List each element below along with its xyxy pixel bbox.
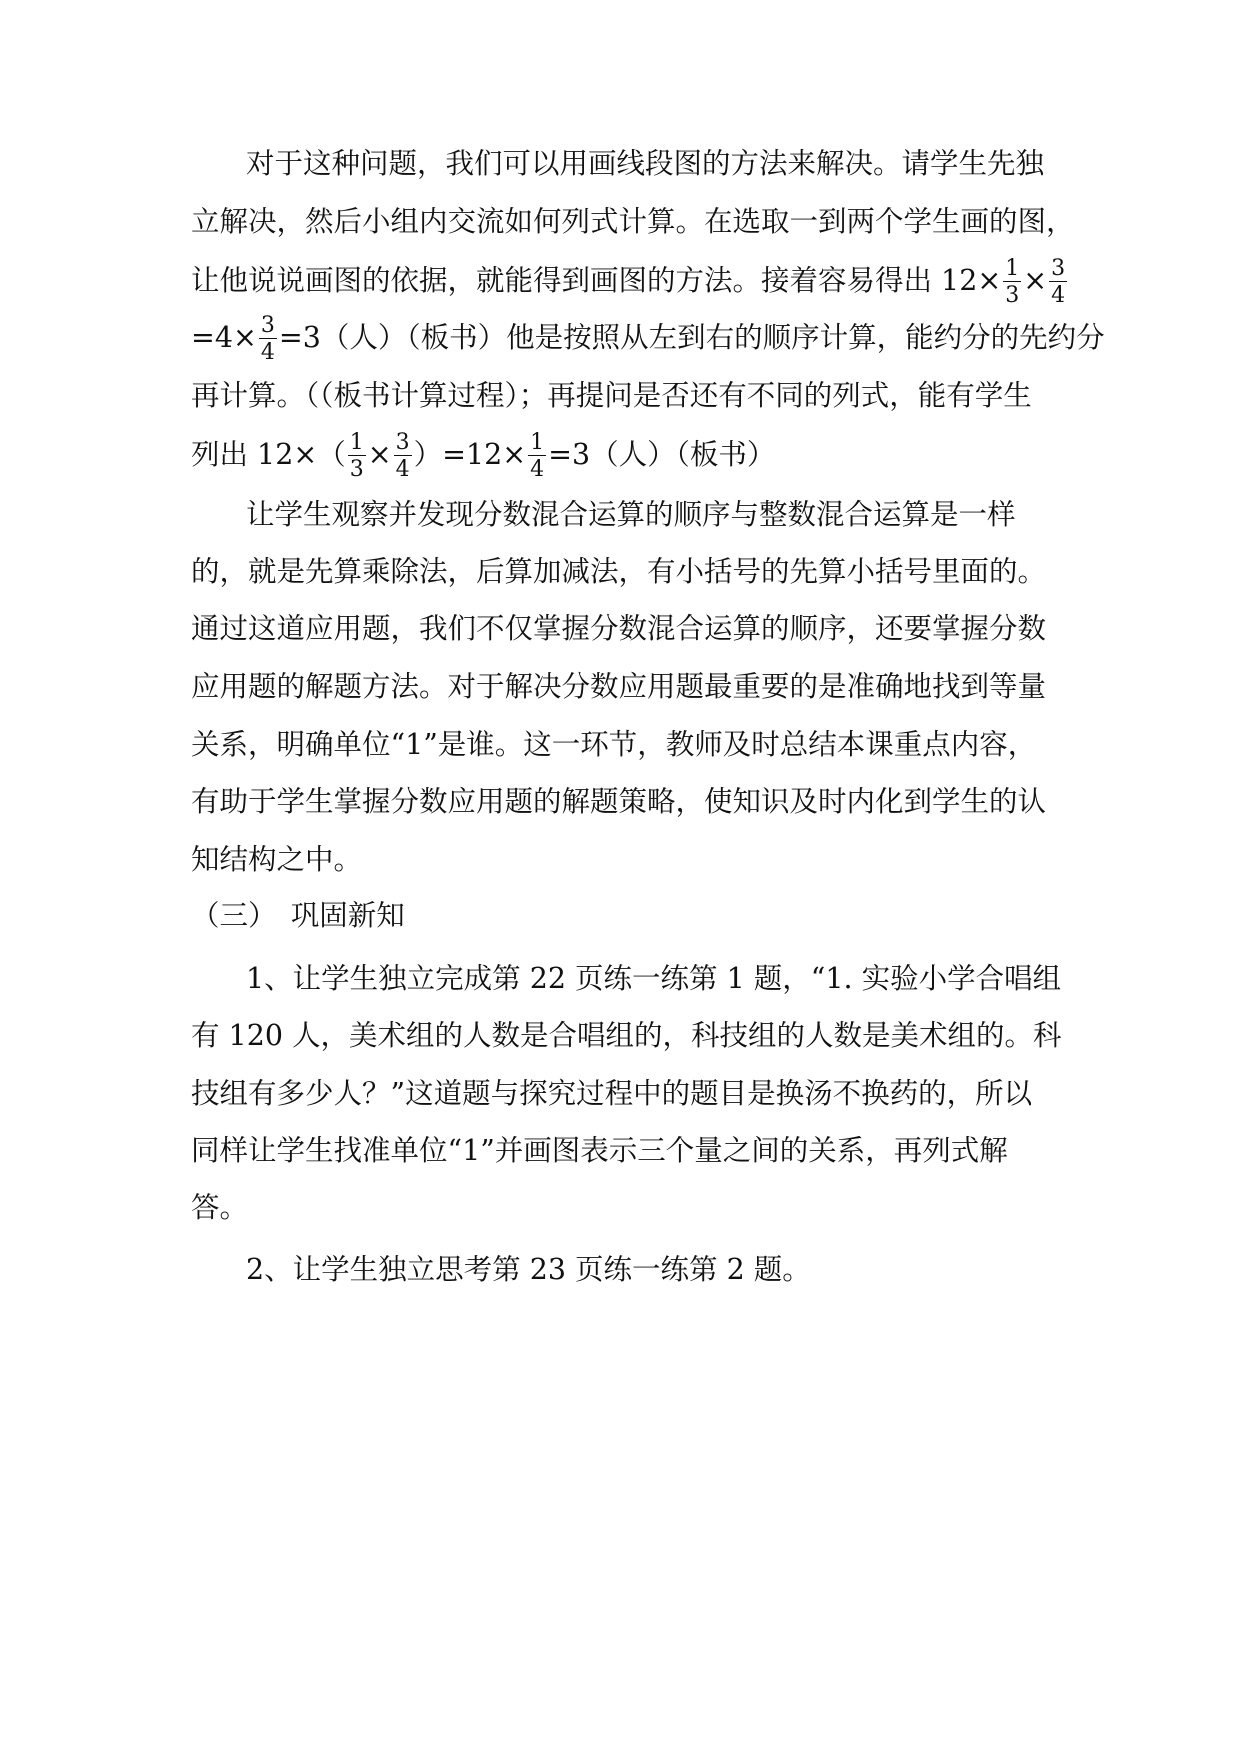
paragraph-2-line-3: 通过这道应用题，我们不仅掌握分数混合运算的顺序，还要掌握分数 — [191, 612, 1047, 645]
fraction — [348, 432, 366, 481]
paragraph-2-line-6: 有助于学生掌握分数应用题的解题策略，使知识及时内化到学生的认 — [191, 785, 1047, 818]
text-segment: 列出 12×（ — [191, 438, 346, 471]
text-segment: =3（人）（板书） — [548, 438, 776, 471]
fraction-denominator: 3 — [1005, 283, 1020, 308]
paragraph-2-line-4: 应用题的解题方法。对于解决分数应用题最重要的是准确地找到等量 — [191, 670, 1047, 703]
fraction-numerator: 3 — [395, 430, 410, 455]
text-segment: × — [1023, 264, 1048, 297]
fraction-denominator: 4 — [530, 457, 545, 482]
paragraph-1-line-4 — [191, 313, 1105, 365]
fraction-denominator: 4 — [260, 340, 275, 365]
fraction-numerator: 3 — [1051, 256, 1066, 281]
paragraph-2-line-2: 的，就是先算乘除法，后算加减法，有小括号的先算小括号里面的。 — [191, 555, 1047, 588]
paragraph-3-line-2: 有 120 人，美术组的人数是合唱组的，科技组的人数是美术组的。科 — [191, 1019, 1062, 1052]
paragraph-3-line-3: 技组有多少人？”这道题与探究过程中的题目是换汤不换药的，所以 — [191, 1077, 1033, 1110]
paragraph-4-line-1: 2、让学生独立思考第 23 页练一练第 2 题。 — [246, 1253, 811, 1286]
fraction — [1049, 258, 1067, 307]
fraction — [528, 432, 546, 481]
paragraph-2-line-1: 让学生观察并发现分数混合运算的顺序与整数混合运算是一样 — [246, 498, 1016, 531]
paragraph-1-line-3 — [191, 258, 1071, 307]
paragraph-1-line-6 — [191, 432, 1071, 481]
fraction-numerator: 1 — [530, 430, 545, 455]
text-segment: =4× — [191, 321, 257, 354]
paragraph-2-line-5: 关系，明确单位“1”是谁。这一环节，教师及时总结本课重点内容， — [191, 728, 1037, 761]
fraction-denominator: 4 — [1051, 283, 1066, 308]
fraction-numerator: 1 — [1005, 256, 1020, 281]
fraction-numerator: 1 — [349, 430, 364, 455]
paragraph-3-line-4: 同样让学生找准单位“1”并画图表示三个量之间的关系，再列式解 — [191, 1134, 1008, 1167]
text-segment: × — [367, 438, 392, 471]
section-heading: （三） 巩固新知 — [191, 899, 405, 932]
fraction-denominator: 3 — [349, 457, 364, 482]
text-segment: =3（人）（板书）他是按照从左到右的顺序计算，能约分的先约分 — [278, 321, 1105, 354]
text-segment: 让他说说画图的依据，就能得到画图的方法。接着容易得出 12× — [191, 264, 1002, 297]
paragraph-1-line-5: 再计算。（（板书计算过程）；再提问是否还有不同的列式，能有学生 — [191, 379, 1032, 412]
fraction — [259, 315, 277, 364]
paragraph-1-line-2: 立解决，然后小组内交流如何列式计算。在选取一到两个学生画的图， — [191, 205, 1075, 238]
paragraph-2-line-7: 知结构之中。 — [191, 843, 363, 876]
fraction — [394, 432, 412, 481]
paragraph-3-line-5: 答。 — [191, 1191, 249, 1224]
fraction — [1003, 258, 1021, 307]
paragraph-3-line-1: 1、让学生独立完成第 22 页练一练第 1 题，“1. 实验小学合唱组 — [246, 962, 1062, 995]
fraction-numerator: 3 — [260, 313, 275, 338]
fraction-denominator: 4 — [395, 457, 410, 482]
paragraph-1-line-1: 对于这种问题，我们可以用画线段图的方法来解决。请学生先独 — [246, 147, 1045, 180]
text-segment: ）=12× — [413, 438, 527, 471]
